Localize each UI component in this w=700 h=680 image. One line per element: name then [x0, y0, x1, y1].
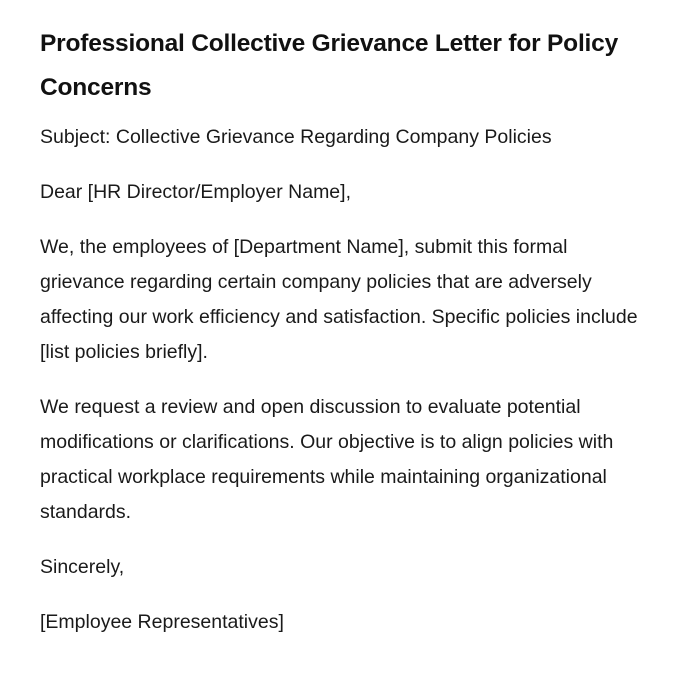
- letter-salutation: Dear [HR Director/Employer Name],: [40, 181, 351, 203]
- letter-document: [40, 22, 652, 660]
- document-title: Professional Collective Grievance Letter for Policy Concerns: [40, 30, 619, 101]
- letter-signature: [Employee Representatives]: [40, 611, 284, 633]
- letter-closing: Sincerely,: [40, 556, 125, 578]
- letter-subject: Subject: Collective Grievance Regarding Company Policies: [40, 126, 552, 148]
- letter-paragraph-1: We, the employees of [Department Name], submit this formal grievance regarding certain company policies that are adversely affecting our work efficiency and satisfaction. Specific policies include [list policies briefly].: [40, 236, 638, 363]
- letter-paragraph-2: We request a review and open discussion to evaluate potential modifications or clarifications. Our objective is to align policies with practical workplace requirements while maintaining organizational standards.: [40, 396, 614, 523]
